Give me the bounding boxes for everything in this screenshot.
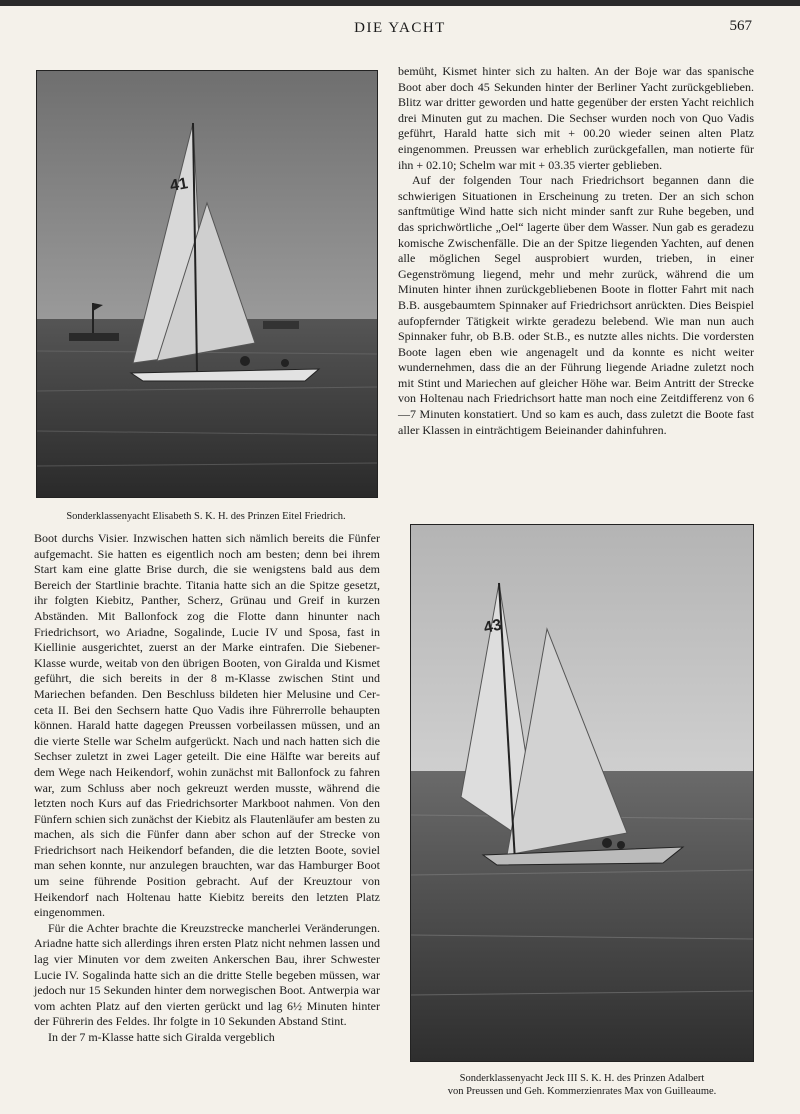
caption-line: Sonderklassenyacht Jeck III S. K. H. des Prinzen Adalbert xyxy=(459,1073,705,1084)
caption-bottom xyxy=(404,1072,760,1098)
page-top-rule xyxy=(0,0,800,6)
paragraph: Auf der folgenden Tour nach Friedrichsort begannen dann die schwierigen Situationen in Erscheinung zu treten. Der an sich schon sanftmütige Wind hatte sich nicht minder sanft zur Ruhe begeben, und das sprichwörtliche „Oel“ lagerte über dem Wasser. Nun gab es geradezu komische Zwischenfälle. Die an der Spitze liegenden Yachten, auf denen alle möglichen Segel ausprobiert wurden, trieben, in einer Gegenströmung liegend, mehr und mehr zurück, während die um Minuten hinter ihnen zurückgebliebenen Boote in flotter Fahrt mit nach B.B. ausgebaumtem Spinnaker auf Friedrichsort anrückten. Dies Beispiel aufopfernder Tätigkeit wirkte geradezu belebend. Wie man nun auch Spinnaker fuhr, ob B.B. oder St.B., es nutzte alles nichts. Die vordersten Boote lagen eben wie angenagelt und da konnte es nicht weiter wundernehmen, dass die an der Führung liegende Ariadne zuletzt noch mit Stint und Mariechen auf gleicher Höhe war. Beim Antritt der Strecke von Holtenau nach Friedrichsort hatte man noch eine Zeitdifferenz von 6—7 Minuten konstatiert. Und so kam es auch, dass zuletzt die Boote fast aller Klassen in einträchtigem Beieinander dahinfuhren. xyxy=(398,173,754,437)
paragraph: bemüht, Kismet hinter sich zu halten. An der Boje war das spanische Boot aber doch 45 Sekunden hinter der Berliner Yacht zurückgeblieben. Blitz war dritter geworden und hatte gegenüber der ersten Yacht reichlich drei Minuten gut zu machen. Die Sechser wurden noch von Quo Vadis geführt, Harald hatte sich mit + 00.20 wieder seinen alten Platz eingenommen. Preussen war erheblich zurückgefallen, man notierte für ihn + 02.10; Schelm war mit + 03.35 vierter geblieben. xyxy=(398,64,754,172)
caption-line: von Preussen und Geh. Kommerzienrates Max von Guilleaume. xyxy=(447,1086,717,1097)
photo-yacht-jeck-iii xyxy=(410,524,754,1062)
page-number: 567 xyxy=(729,18,752,34)
sail-number-bottom: 43 xyxy=(482,616,504,637)
caption-top: Sonderklassenyacht Elisabeth S. K. H. des Prinzen Eitel Friedrich. xyxy=(66,511,346,522)
paragraph: In der 7 m-Klasse hatte sich Giralda vergeblich xyxy=(48,1030,275,1044)
text-column-right xyxy=(398,64,754,438)
paragraph: Boot durchs Visier. Inzwischen hatten sich nämlich bereits die Fünfer aufgemacht. Sie hatten es eigentlich noch am besten; denn bei ihrem Start kam eine glatte Brise durch, die sie wenigstens bald aus dem Bereich der Startlinie brachte. Titania hatte sich an die Spitze gesetzt, ihr folgten Kiebitz, Panther, Scherz, Grünau und Greif in kurzen Abständen. Mit Ballonfock zog die Flotte dann hinunter nach Friedrichsort, wo Ariadne, Sogalinde, Lucie IV und Sposa, fast in Kiellinie ausgerichtet, zuerst an der Marke eintrafen. Die Siebener-Klasse wurde, weitab von den übrigen Booten, von Giralda und Kismet geführt, die sich bereits in der 8 m-Klasse zwischen Stint und Mariechen befanden. Den Beschluss bildeten hier Melusine und Cerceta II. Bei den Sechsern hatte Quo Vadis ihre Führerrolle behaupten können. Harald hatte dagegen Preussen vorbeilassen müssen, und an die vierte Stelle war Schelm aufgerückt. Nach und nach hatten sich die Sechser zuletzt in zwei Lager geteilt. Die eine Hälfte war bereits auf dem Wege nach Heikendorf, wohin zunächst mit Ballonfock zu fahren war, zum Schluss aber noch gekreuzt werden musste, während die letzten noch Kurs auf das Friedrichsorter Markboot nahmen. Von den Fünfern schien sich zunächst der Kiebitz als Flautenläufer am besten zu machen, als sich die Fünfer dann aber schon auf der Strecke von Friedrichsort nach Heikendorf befanden, die die letzten Boote, soviel man sehen konnte, nur anzulegen brauchten, war das Hamburger Boot um seine führende Position gebracht. Auf der Kreuztour von Heikendorf nach Holtenau hatte Kiebitz bereits den letzten Platz eingenommen. xyxy=(34,531,380,920)
running-head: DIE YACHT xyxy=(354,20,446,36)
photo-yacht-elisabeth xyxy=(36,70,378,498)
text-column-left xyxy=(34,531,380,1046)
paragraph: Für die Achter brachte die Kreuzstrecke mancherlei Veränderungen. Ariadne hatte sich allerdings ihren ersten Platz nicht nehmen lassen und lag vier Minuten vor dem zweiten Ankerschen Bau, ihrer Schwester Lucie IV. Sogalinda hatte sich an die dritte Stelle begeben müssen, war jedoch nur 15 Sekunden hinter dem norwegischen Boot. Antwerpia war vom achten Platz auf den vierten gerückt und lag 6½ Minuten hinter der Führerin des Feldes. Ihr folgte in 10 Sekunden Abstand Stint. xyxy=(34,920,380,1029)
sail-number-top: 41 xyxy=(168,175,190,195)
